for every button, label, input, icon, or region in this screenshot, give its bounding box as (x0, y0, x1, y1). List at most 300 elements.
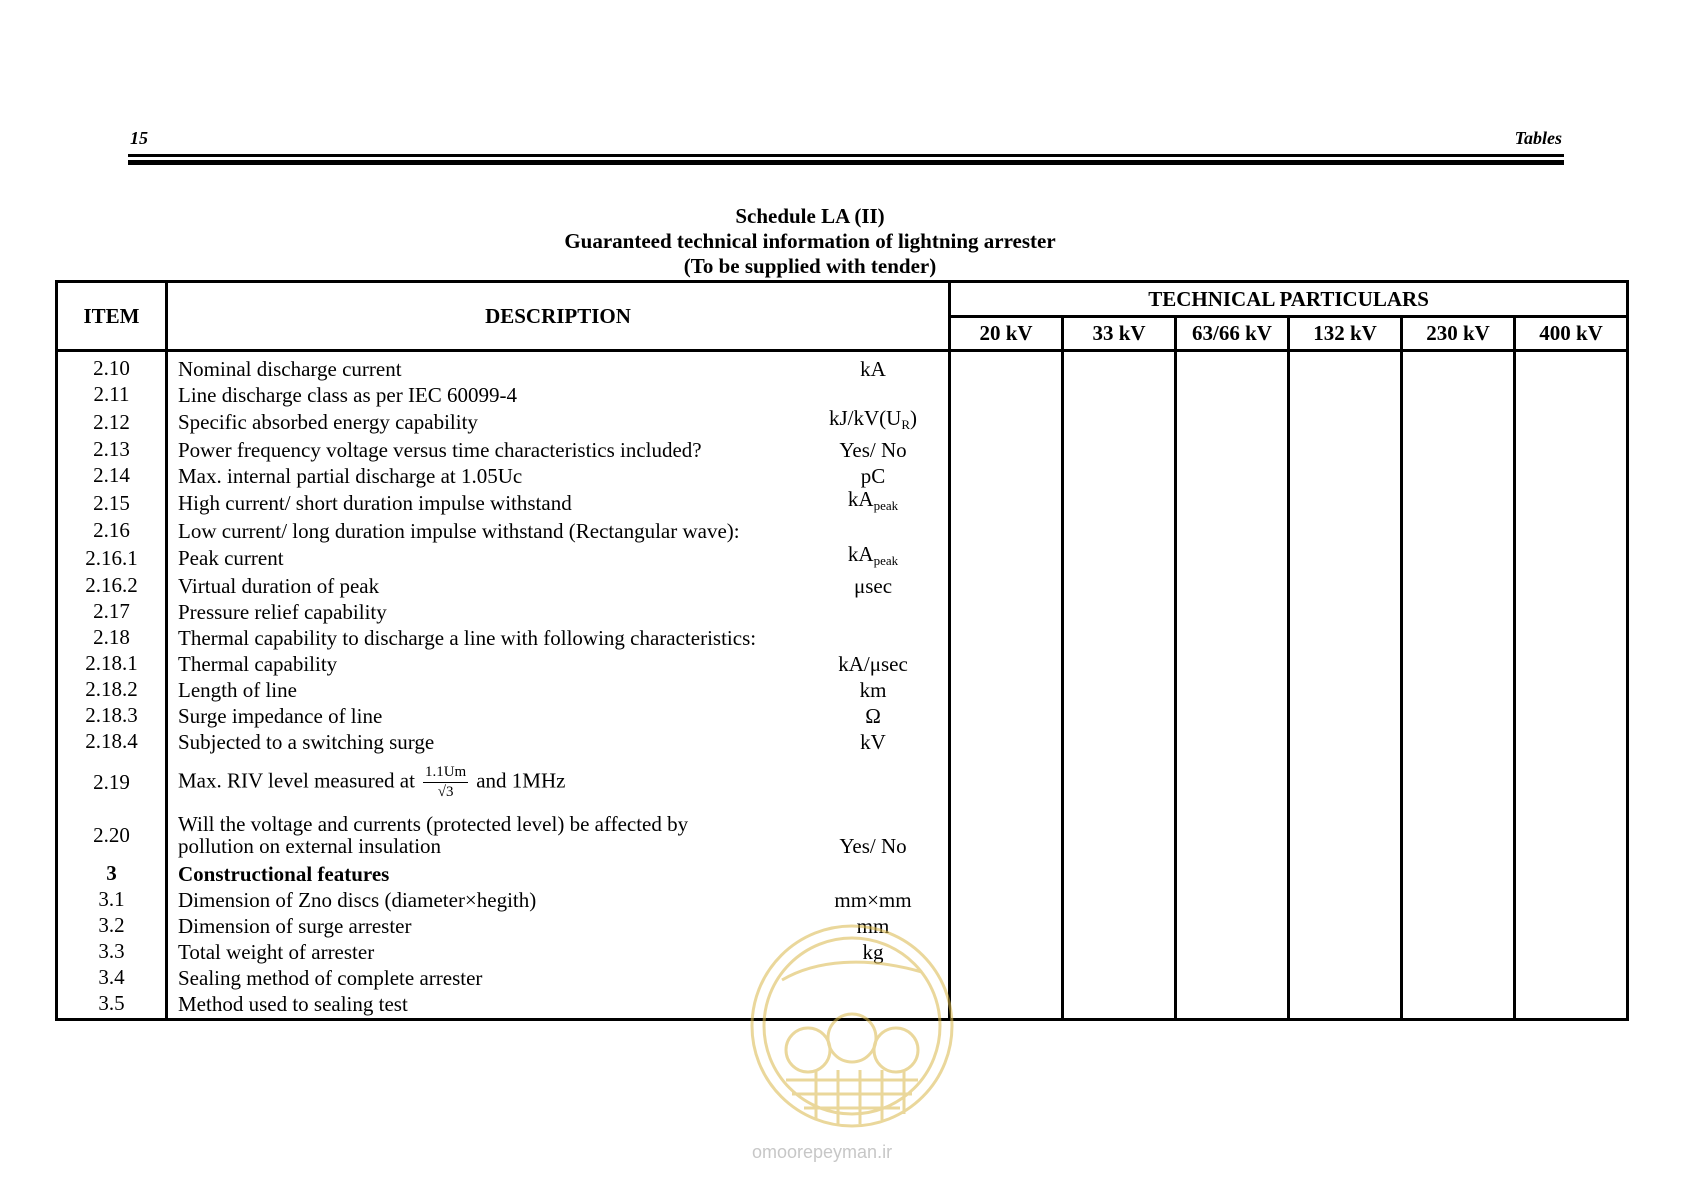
value-cell[interactable] (1289, 860, 1402, 886)
unit-label (808, 488, 938, 517)
value-cell[interactable] (1515, 543, 1628, 572)
table-row (57, 488, 1628, 517)
table-row (57, 886, 1628, 912)
column-header-voltage: 132 kV (1289, 317, 1402, 351)
value-cell[interactable] (1289, 728, 1402, 754)
value-cell[interactable] (1289, 572, 1402, 598)
unit-label (808, 653, 938, 675)
description-text (178, 967, 808, 989)
unit-text: kA (860, 357, 886, 382)
value-cell[interactable] (1063, 436, 1176, 462)
description-text (178, 915, 808, 937)
table-row (57, 754, 1628, 810)
value-cell[interactable] (950, 754, 1063, 810)
column-header-voltage: 33 kV (1063, 317, 1176, 351)
description-cell (167, 598, 950, 624)
value-cell[interactable] (1515, 351, 1628, 382)
item-number: 2.10 (57, 351, 167, 382)
value-cell[interactable] (1063, 964, 1176, 990)
value-cell[interactable] (1289, 381, 1402, 407)
section-title: Tables (1514, 128, 1562, 148)
table-row (57, 436, 1628, 462)
value-cell[interactable] (950, 728, 1063, 754)
value-cell[interactable] (1515, 990, 1628, 1020)
value-cell[interactable] (1063, 938, 1176, 964)
column-header-voltage: 230 kV (1402, 317, 1515, 351)
schedule-title-line1: Schedule LA (II) (735, 204, 885, 228)
fraction (423, 763, 468, 802)
value-cell[interactable] (1176, 702, 1289, 728)
item-number: 2.16.2 (57, 572, 167, 598)
description-cell (167, 650, 950, 676)
value-cell[interactable] (1063, 517, 1176, 543)
item-number: 3.5 (57, 990, 167, 1020)
value-cell[interactable] (1289, 488, 1402, 517)
value-cell[interactable] (1289, 650, 1402, 676)
value-cell[interactable] (1515, 488, 1628, 517)
value-cell[interactable] (1176, 964, 1289, 990)
value-cell[interactable] (1289, 462, 1402, 488)
description-line: Specific absorbed energy capability (178, 409, 478, 434)
value-cell[interactable] (1063, 650, 1176, 676)
description-text (178, 465, 808, 487)
value-cell[interactable] (1063, 624, 1176, 650)
fraction-denominator: √3 (437, 783, 454, 800)
item-number: 2.16 (57, 517, 167, 543)
table-row (57, 351, 1628, 382)
value-cell[interactable] (1289, 407, 1402, 436)
description-line: High current/ short duration impulse withstand (178, 490, 572, 515)
item-number: 3 (57, 860, 167, 886)
item-number: 3.3 (57, 938, 167, 964)
value-cell[interactable] (950, 702, 1063, 728)
value-cell[interactable] (1515, 676, 1628, 702)
header-rule-thin (128, 154, 1564, 157)
description-cell (167, 676, 950, 702)
value-cell[interactable] (1402, 676, 1515, 702)
description-line: Length of line (178, 678, 297, 703)
value-cell[interactable] (1402, 488, 1515, 517)
description-cell (167, 624, 950, 650)
value-cell[interactable] (1063, 462, 1176, 488)
value-cell[interactable] (1402, 381, 1515, 407)
value-cell[interactable] (1402, 886, 1515, 912)
value-cell[interactable] (1289, 351, 1402, 382)
value-cell[interactable] (1289, 912, 1402, 938)
value-cell[interactable] (950, 381, 1063, 407)
column-header-item: ITEM (57, 282, 167, 351)
description-text (178, 653, 808, 675)
description-text (178, 705, 808, 727)
value-cell[interactable] (1176, 810, 1289, 860)
value-cell[interactable] (1176, 517, 1289, 543)
description-suffix: and 1MHz (476, 767, 566, 792)
description-line: Method used to sealing test (178, 992, 408, 1017)
column-header-voltage: 400 kV (1515, 317, 1628, 351)
description-text (178, 627, 808, 649)
value-cell[interactable] (950, 964, 1063, 990)
value-cell[interactable] (1176, 381, 1289, 407)
description-line: Sealing method of complete arrester (178, 966, 483, 991)
value-cell[interactable] (950, 810, 1063, 860)
unit-text: kA (847, 487, 874, 511)
header-rule-thick (128, 160, 1564, 165)
value-cell[interactable] (1063, 676, 1176, 702)
value-cell[interactable] (1176, 886, 1289, 912)
value-cell[interactable] (1063, 381, 1176, 407)
description-cell (167, 702, 950, 728)
description-text (178, 813, 808, 857)
description-cell (167, 860, 950, 886)
value-cell[interactable] (1402, 728, 1515, 754)
value-cell[interactable] (950, 886, 1063, 912)
unit-text: kA/μsec (838, 652, 908, 677)
description-cell (167, 381, 950, 407)
description-cell (167, 754, 950, 810)
unit-label (808, 705, 938, 727)
schedule-table (55, 280, 1629, 1021)
value-cell[interactable] (950, 407, 1063, 436)
value-cell[interactable] (1402, 938, 1515, 964)
value-cell[interactable] (1063, 488, 1176, 517)
unit-text: kV (860, 730, 886, 755)
value-cell[interactable] (950, 624, 1063, 650)
value-cell[interactable] (1289, 810, 1402, 860)
description-cell (167, 728, 950, 754)
table-row (57, 598, 1628, 624)
description-text (178, 492, 808, 514)
value-cell[interactable] (1176, 990, 1289, 1020)
description-cell (167, 488, 950, 517)
value-cell[interactable] (1402, 598, 1515, 624)
unit-subscript: peak (873, 498, 899, 513)
table-row (57, 860, 1628, 886)
description-line: Line discharge class as per IEC 60099-4 (178, 383, 518, 408)
value-cell[interactable] (1402, 650, 1515, 676)
value-cell[interactable] (1176, 912, 1289, 938)
description-cell (167, 572, 950, 598)
value-cell[interactable] (1063, 990, 1176, 1020)
item-number: 2.18.1 (57, 650, 167, 676)
value-cell[interactable] (950, 990, 1063, 1020)
description-cell (167, 407, 950, 436)
value-cell[interactable] (1515, 938, 1628, 964)
value-cell[interactable] (1063, 572, 1176, 598)
value-cell[interactable] (1402, 810, 1515, 860)
table-row (57, 676, 1628, 702)
watermark-text: omoorepeyman.ir (752, 1142, 893, 1162)
value-cell[interactable] (1176, 728, 1289, 754)
value-cell[interactable] (1515, 650, 1628, 676)
value-cell[interactable] (1063, 754, 1176, 810)
description-line: Virtual duration of peak (178, 574, 380, 599)
description-cell (167, 886, 950, 912)
table-row (57, 407, 1628, 436)
value-cell[interactable] (1402, 624, 1515, 650)
value-cell[interactable] (1402, 990, 1515, 1020)
table-row (57, 702, 1628, 728)
description-line: pollution on external insulation (178, 834, 442, 858)
value-cell[interactable] (950, 912, 1063, 938)
unit-subscript: R (901, 417, 910, 432)
description-cell (167, 351, 950, 382)
description-cell (167, 517, 950, 543)
value-cell[interactable] (950, 436, 1063, 462)
item-number: 2.17 (57, 598, 167, 624)
value-cell[interactable] (950, 598, 1063, 624)
value-cell[interactable] (1176, 436, 1289, 462)
value-cell[interactable] (1402, 543, 1515, 572)
value-cell[interactable] (1289, 517, 1402, 543)
value-cell[interactable] (1063, 351, 1176, 382)
value-cell[interactable] (1176, 543, 1289, 572)
column-header-technical-particulars: TECHNICAL PARTICULARS (950, 282, 1628, 317)
description-text (178, 520, 808, 542)
value-cell[interactable] (950, 488, 1063, 517)
description-cell (167, 462, 950, 488)
value-cell[interactable] (1402, 572, 1515, 598)
item-number: 2.13 (57, 436, 167, 462)
value-cell[interactable] (1402, 517, 1515, 543)
value-cell[interactable] (950, 676, 1063, 702)
value-cell[interactable] (1289, 938, 1402, 964)
value-cell[interactable] (1063, 702, 1176, 728)
table-row (57, 381, 1628, 407)
unit-label (808, 835, 938, 857)
unit-label (808, 465, 938, 487)
description-text (178, 731, 808, 753)
description-text (178, 941, 808, 963)
description-text (178, 601, 808, 623)
unit-label (808, 407, 938, 436)
value-cell[interactable] (1402, 912, 1515, 938)
value-cell[interactable] (1063, 407, 1176, 436)
description-text (178, 993, 808, 1015)
value-cell[interactable] (1289, 990, 1402, 1020)
unit-subscript: peak (873, 553, 899, 568)
value-cell[interactable] (1515, 407, 1628, 436)
unit-label (808, 439, 938, 461)
value-cell[interactable] (1515, 436, 1628, 462)
value-cell[interactable] (1176, 676, 1289, 702)
value-cell[interactable] (1515, 886, 1628, 912)
value-cell[interactable] (1289, 436, 1402, 462)
value-cell[interactable] (950, 650, 1063, 676)
unit-text: kg (862, 940, 884, 965)
column-header-voltage: 20 kV (950, 317, 1063, 351)
unit-text: kA (847, 542, 874, 566)
item-number: 2.19 (57, 754, 167, 810)
description-line: Subjected to a switching surge (178, 730, 435, 755)
table-row (57, 728, 1628, 754)
item-number: 2.15 (57, 488, 167, 517)
value-cell[interactable] (1176, 650, 1289, 676)
description-text (178, 863, 808, 885)
value-cell[interactable] (1176, 572, 1289, 598)
unit-label (808, 358, 938, 380)
value-cell[interactable] (1515, 517, 1628, 543)
description-text (178, 889, 808, 911)
value-cell[interactable] (950, 351, 1063, 382)
value-cell[interactable] (1515, 598, 1628, 624)
description-text (178, 575, 808, 597)
description-line: Nominal discharge current (178, 357, 402, 382)
description-line: Thermal capability (178, 652, 338, 677)
description-line: Peak current (178, 545, 284, 570)
description-cell (167, 436, 950, 462)
value-cell[interactable] (1289, 624, 1402, 650)
value-cell[interactable] (1063, 598, 1176, 624)
value-cell[interactable] (1402, 702, 1515, 728)
description-text (178, 439, 808, 461)
value-cell[interactable] (1402, 754, 1515, 810)
unit-text: μsec (853, 574, 893, 599)
item-number: 3.4 (57, 964, 167, 990)
value-cell[interactable] (1176, 488, 1289, 517)
value-cell[interactable] (1402, 351, 1515, 382)
value-cell[interactable] (1515, 912, 1628, 938)
value-cell[interactable] (1176, 351, 1289, 382)
value-cell[interactable] (1515, 381, 1628, 407)
value-cell[interactable] (1515, 754, 1628, 810)
description-cell (167, 543, 950, 572)
value-cell[interactable] (1515, 860, 1628, 886)
description-line: Pressure relief capability (178, 600, 387, 625)
column-header-description: DESCRIPTION (167, 282, 950, 351)
description-line: Total weight of arrester (178, 940, 375, 965)
page-number: 15 (130, 128, 148, 148)
value-cell[interactable] (1176, 754, 1289, 810)
value-cell[interactable] (1289, 676, 1402, 702)
item-number: 3.1 (57, 886, 167, 912)
value-cell[interactable] (1515, 572, 1628, 598)
watermark-seal-icon (746, 920, 958, 1132)
description-cell (167, 810, 950, 860)
value-cell[interactable] (1176, 860, 1289, 886)
unit-text: Yes/ No (839, 834, 907, 858)
table-row (57, 543, 1628, 572)
table-row (57, 810, 1628, 860)
value-cell[interactable] (1402, 436, 1515, 462)
table-row (57, 624, 1628, 650)
value-cell[interactable] (950, 517, 1063, 543)
value-cell[interactable] (950, 938, 1063, 964)
description-line: Dimension of Zno discs (diameter×hegith) (178, 888, 537, 913)
description-line: Constructional features (178, 862, 390, 887)
description-line: Dimension of surge arrester (178, 914, 412, 939)
value-cell[interactable] (1289, 598, 1402, 624)
value-cell[interactable] (950, 462, 1063, 488)
value-cell[interactable] (1289, 754, 1402, 810)
column-header-voltage: 63/66 kV (1176, 317, 1289, 351)
unit-label (808, 575, 938, 597)
item-number: 2.16.1 (57, 543, 167, 572)
unit-text: mm×mm (834, 888, 912, 913)
value-cell[interactable] (1289, 886, 1402, 912)
item-number: 2.18.4 (57, 728, 167, 754)
description-prefix: Max. RIV level measured at (178, 767, 415, 792)
unit-text: mm (856, 914, 890, 939)
item-number: 2.18.2 (57, 676, 167, 702)
description-text (178, 547, 808, 569)
running-head (130, 128, 1562, 150)
unit-label (808, 543, 938, 572)
value-cell[interactable] (1176, 938, 1289, 964)
value-cell[interactable] (1402, 964, 1515, 990)
value-cell[interactable] (1289, 702, 1402, 728)
unit-text: km (859, 678, 887, 703)
fraction-numerator: 1.1Um (423, 763, 468, 783)
value-cell[interactable] (1515, 624, 1628, 650)
schedule-title-line2: Guaranteed technical information of lightning arrester (564, 229, 1056, 253)
value-cell[interactable] (1176, 624, 1289, 650)
value-cell[interactable] (1176, 598, 1289, 624)
item-number: 2.18.3 (57, 702, 167, 728)
unit-label (808, 679, 938, 701)
value-cell[interactable] (950, 860, 1063, 886)
description-text (178, 358, 808, 380)
value-cell[interactable] (1402, 407, 1515, 436)
value-cell[interactable] (1063, 728, 1176, 754)
unit-label (808, 889, 938, 911)
unit-text: Ω (865, 704, 881, 729)
value-cell[interactable] (950, 543, 1063, 572)
value-cell[interactable] (1063, 543, 1176, 572)
description-line: Power frequency voltage versus time characteristics included? (178, 438, 702, 463)
unit-label (808, 731, 938, 753)
description-text (178, 679, 808, 701)
item-number: 2.20 (57, 810, 167, 860)
value-cell[interactable] (1176, 407, 1289, 436)
table-row (57, 572, 1628, 598)
item-number: 2.12 (57, 407, 167, 436)
description-text (178, 384, 808, 406)
value-cell[interactable] (1063, 860, 1176, 886)
value-cell[interactable] (1515, 462, 1628, 488)
value-cell[interactable] (1515, 964, 1628, 990)
value-cell[interactable] (1289, 543, 1402, 572)
item-number: 3.2 (57, 912, 167, 938)
value-cell[interactable] (1176, 462, 1289, 488)
item-number: 2.11 (57, 381, 167, 407)
value-cell[interactable] (1289, 964, 1402, 990)
unit-tail: ) (910, 406, 917, 430)
description-line: Surge impedance of line (178, 704, 383, 729)
unit-text: pC (860, 464, 886, 489)
value-cell[interactable] (1063, 912, 1176, 938)
item-number: 2.14 (57, 462, 167, 488)
item-number: 2.18 (57, 624, 167, 650)
unit-text: kJ/kV(U (828, 406, 902, 430)
value-cell[interactable] (1402, 462, 1515, 488)
description-line: Will the voltage and currents (protected level) be affected by (178, 812, 689, 836)
description-line: Max. internal partial discharge at 1.05Uc (178, 464, 523, 489)
value-cell[interactable] (1515, 728, 1628, 754)
value-cell[interactable] (1402, 860, 1515, 886)
schedule-title-line3: (To be supplied with tender) (683, 254, 937, 278)
value-cell[interactable] (1515, 702, 1628, 728)
value-cell[interactable] (1063, 886, 1176, 912)
table-row (57, 650, 1628, 676)
description-line: Thermal capability to discharge a line with following characteristics: (178, 626, 757, 651)
value-cell[interactable] (1063, 810, 1176, 860)
value-cell[interactable] (1515, 810, 1628, 860)
description-text (178, 763, 808, 802)
description-text (178, 411, 808, 433)
value-cell[interactable] (950, 572, 1063, 598)
table-row (57, 517, 1628, 543)
unit-text: Yes/ No (839, 438, 907, 463)
